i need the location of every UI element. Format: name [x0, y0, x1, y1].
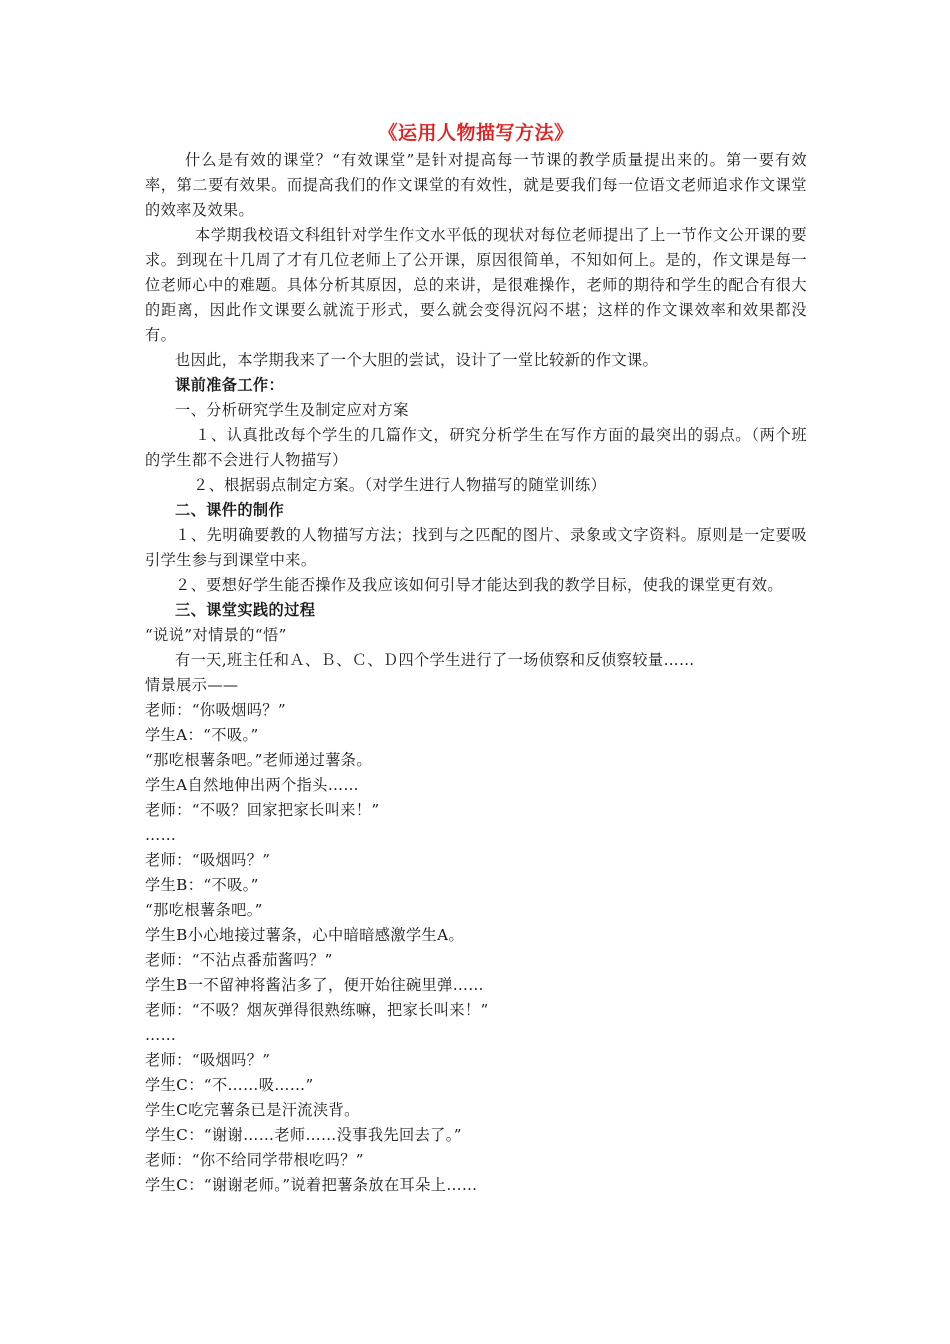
item-plan: ２、根据弱点制定方案。（对学生进行人物描写的随堂训练）: [193, 476, 607, 494]
dialogue-line: “那吃根薯条吧。”: [145, 901, 263, 919]
dialogue-list: [145, 673, 807, 1198]
dialogue-line: 学生C：“谢谢老师。”说着把薯条放在耳朵上……: [145, 1176, 478, 1194]
heading-practice: 三、课堂实践的过程: [175, 601, 316, 619]
dialogue-line: 学生A自然地伸出两个指头……: [145, 776, 360, 794]
item-courseware-2: ２、要想好学生能否操作及我应该如何引导才能达到我的教学目标，使我的课堂更有效。: [175, 576, 783, 594]
item-grading: １、认真批改每个学生的几篇作文，研究分析学生在写作方面的最突出的弱点。（两个班的学生都不会进行人物描写）: [145, 426, 807, 469]
paragraph-background: 本学期我校语文科组针对学生作文水平低的现状对每位老师提出了上一节作文公开课的要求。到现在十几周了才有几位老师上了公开课，原因很简单，不知如何上。是的，作文课是每一位老师心中的难题。具体分析其原因，总的来讲，是很难操作，老师的期待和学生的配合有很大的距离，因此作文课要么就流于形式，要么就会变得沉闷不堪；这样的作文课效率和效果都没有。: [145, 226, 807, 344]
dialogue-line: 学生B：“不吸。”: [145, 876, 259, 894]
scenario-intro: 有一天,班主任和Ａ、Ｂ、Ｃ、Ｄ四个学生进行了一场侦察和反侦察较量……: [175, 651, 695, 669]
dialogue-line: ……: [145, 826, 177, 844]
dialogue-line: 学生A：“不吸。”: [145, 726, 259, 744]
dialogue-line: 学生C：“谢谢……老师……没事我先回去了。”: [145, 1126, 462, 1144]
document-page: [145, 118, 807, 1198]
section-analysis: 一、分析研究学生及制定应对方案: [175, 401, 409, 419]
dialogue-line: 情景展示——: [145, 676, 239, 694]
dialogue-line: 老师：“不吸？回家把家长叫来！”: [145, 801, 380, 819]
dialogue-line: 学生C：“不……吸……”: [145, 1076, 314, 1094]
paragraph-attempt: 也因此，本学期我来了一个大胆的尝试，设计了一堂比较新的作文课。: [175, 351, 659, 369]
heading-preparation: 课前准备工作：: [175, 376, 285, 394]
dialogue-line: 学生B小心地接过薯条，心中暗暗感激学生A。: [145, 926, 465, 944]
dialogue-line: 老师：“不沾点番茄酱吗？”: [145, 951, 333, 969]
dialogue-line: ……: [145, 1026, 177, 1044]
dialogue-line: 老师：“吸烟吗？”: [145, 851, 271, 869]
heading-courseware: 二、课件的制作: [175, 501, 285, 519]
paragraph-intro: 什么是有效的课堂？“有效课堂”是针对提高每一节课的教学质量提出来的。第一要有效率，第二要有效果。而提高我们的作文课堂的有效性，就是要我们每一位语文老师追求作文课堂的效率及效果。: [145, 151, 807, 219]
dialogue-line: 老师：“你不给同学带根吃吗？”: [145, 1151, 364, 1169]
dialogue-line: “那吃根薯条吧。”老师递过薯条。: [145, 751, 372, 769]
document-title: 《运用人物描写方法》: [378, 122, 574, 144]
dialogue-line: 老师：“不吸？烟灰弹得很熟练嘛，把家长叫来！”: [145, 1001, 489, 1019]
item-courseware-1: １、先明确要教的人物描写方法；找到与之匹配的图片、录象或文字资料。原则是一定要吸引学生参与到课堂中来。: [145, 526, 807, 569]
dialogue-line: 学生B一不留神将酱沾多了，便开始往碗里弹……: [145, 976, 484, 994]
dialogue-line: 老师：“吸烟吗？”: [145, 1051, 271, 1069]
dialogue-line: 学生C吃完薯条已是汗流浃背。: [145, 1101, 360, 1119]
subheading-scenario: “说说”对情景的“悟”: [145, 626, 287, 644]
dialogue-line: 老师：“你吸烟吗？”: [145, 701, 287, 719]
